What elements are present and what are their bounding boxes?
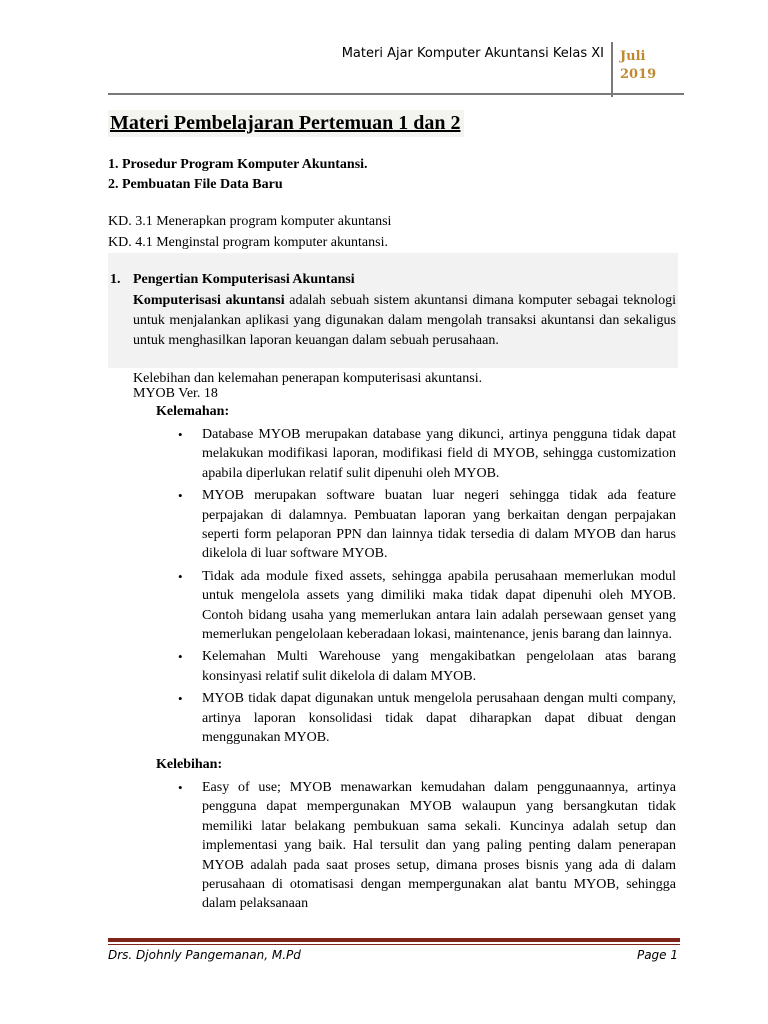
bullet-icon: • <box>178 427 183 442</box>
header-year: 2019 <box>620 67 657 82</box>
header-divider <box>611 42 613 97</box>
kelemahan-list <box>178 425 676 751</box>
bullet-icon: • <box>178 780 183 795</box>
topic-1: 1. Prosedur Program Komputer Akuntansi. <box>108 157 368 172</box>
footer-page-number: Page 1 <box>636 948 678 962</box>
list-item: • Easy of use; MYOB menawarkan kemudahan dalam penggunaannya, artinya pengguna dapat mempergunakan MYOB walaupun yang bersangkutan tidak memiliki latar belakang pembukuan sama sekali. Kuncinya adalah setup dan implementasi yang baik. Hal tersulit dan yang paling penting dalam penerapan MYOB adalah pada saat proses setup, dimana proses bisnis yang ada di dalam perusahaan di otomatisasi dengan mempergunakan alat bantu MYOB, sehingga dalam pelaksanaan <box>178 780 676 912</box>
header-title: Materi Ajar Komputer Akuntansi Kelas XI <box>341 46 604 61</box>
definition-term: Komputerisasi akuntansi <box>133 293 285 308</box>
pros-cons-intro: Kelebihan dan kelemahan penerapan komputerisasi akuntansi. <box>133 371 483 386</box>
section-number: 1. <box>110 272 121 287</box>
kelemahan-heading: Kelemahan: <box>156 404 230 419</box>
bullet-icon: • <box>178 568 183 584</box>
kd-2: KD. 4.1 Menginstal program komputer akuntansi. <box>108 235 388 250</box>
footer-rule-thin <box>108 944 680 945</box>
list-item: • MYOB tidak dapat digunakan untuk mengelola perusahaan dengan multi company, artinya laporan konsolidasi tidak dapat diharapkan dapat dibuat dengan menggunakan MYOB. <box>178 691 676 746</box>
software-version: MYOB Ver. 18 <box>133 386 218 401</box>
header-rule <box>108 93 684 95</box>
header-date <box>620 48 680 84</box>
list-item: • MYOB merupakan software buatan luar negeri sehingga tidak ada feature perpajakan di dalamnya. Pembuatan laporan yang berkaitan dengan perpajakan seperti form pelaporan PPN dan lainnya tidak tersedia di dalam MYOB dan harus dikelola di luar software MYOB. <box>178 488 676 562</box>
section-definition <box>133 291 676 351</box>
list-item: • Tidak ada module fixed assets, sehingga apabila perusahaan memerlukan modul untuk mengelola assets yang dimiliki maka tidak dapat dipenuhi oleh MYOB. Contoh bidang usaha yang memerlukan antara lain adalah persewaan genset yang memerlukan pengelolaan keberadaan lokasi, maintenance, jenis barang dan lainnya. <box>178 568 676 643</box>
list-item: • Kelemahan Multi Warehouse yang mengakibatkan pengelolaan atas barang konsinyasi relatif sulit dikelola di dalam MYOB. <box>178 649 676 684</box>
kd-1: KD. 3.1 Menerapkan program komputer akuntansi <box>108 214 392 229</box>
kelebihan-heading: Kelebihan: <box>156 757 223 772</box>
footer-author: Drs. Djohnly Pangemanan, M.Pd <box>108 948 301 962</box>
page-title: Materi Pembelajaran Pertemuan 1 dan 2 <box>108 110 464 137</box>
definition-text: adalah sebuah sistem akuntansi dimana komputer sebagai teknologi untuk menjalankan aplikasi yang digunakan dalam mengolah transaksi akuntansi dan sekaligus untuk menghasilkan laporan keuangan dalam sebuah perusahaan. <box>133 293 676 348</box>
bullet-icon: • <box>178 488 183 504</box>
bullet-icon: • <box>178 691 183 707</box>
list-item: • Database MYOB merupakan database yang dikunci, artinya pengguna tidak dapat melakukan modifikasi laporan, modifikasi field di MYOB, sehingga customization apabila diperlukan relatif sulit dipenuhi oleh MYOB. <box>178 427 676 481</box>
header-month: Juli <box>620 49 646 64</box>
kelebihan-list <box>178 778 676 917</box>
section-title: Pengertian Komputerisasi Akuntansi <box>133 272 355 287</box>
topic-2: 2. Pembuatan File Data Baru <box>108 177 283 192</box>
footer-rule-thick <box>108 938 680 942</box>
bullet-icon: • <box>178 649 183 665</box>
